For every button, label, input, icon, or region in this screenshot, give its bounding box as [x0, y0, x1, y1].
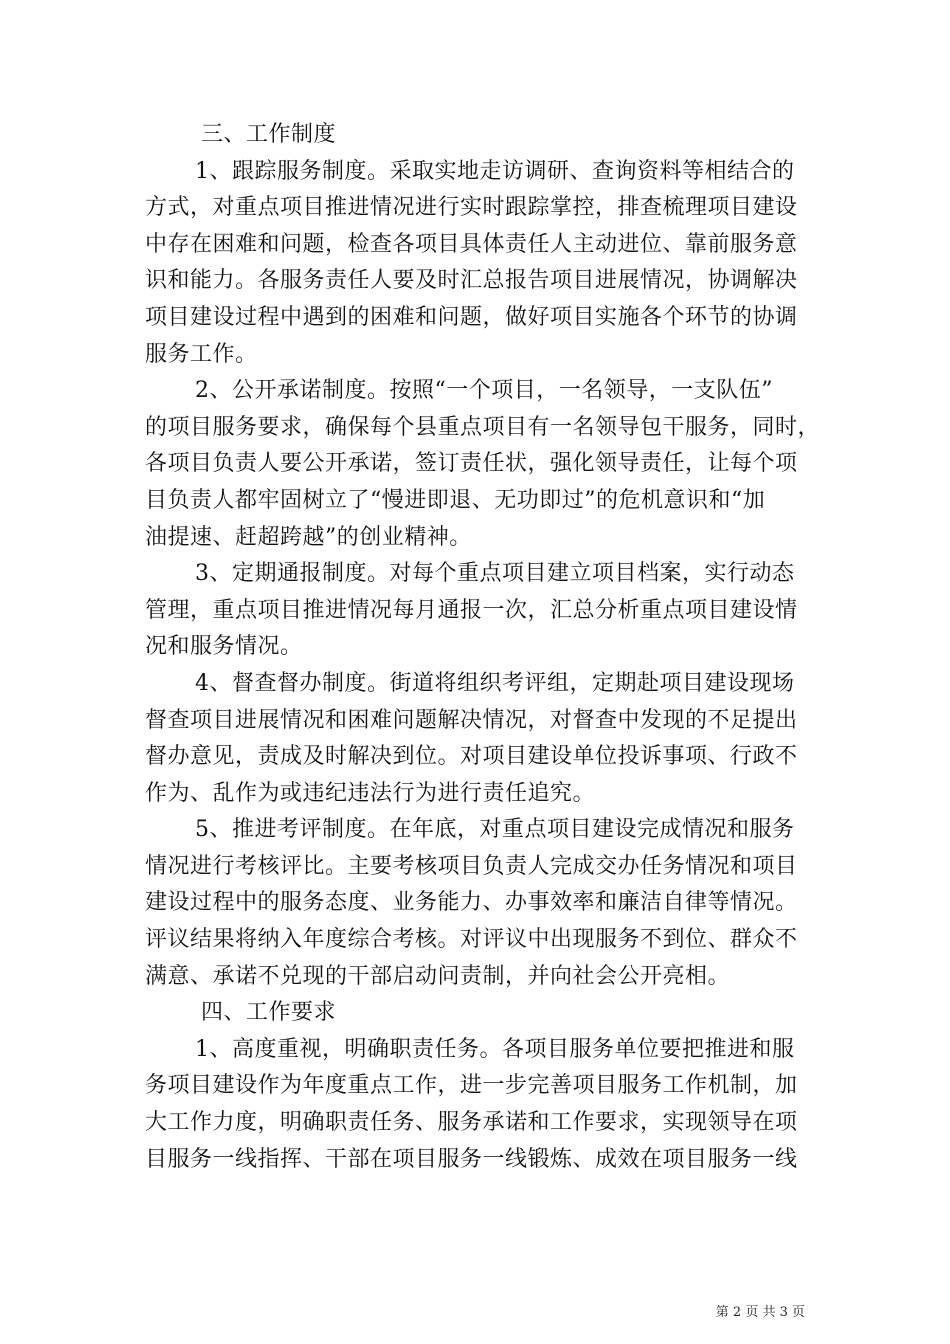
paragraph-line: 的项目服务要求，确保每个县重点项目有一名领导包干服务，同时， [145, 414, 821, 440]
paragraph-line: 中存在困难和问题，检查各项目具体责任人主动进位、靠前服务意 [145, 231, 798, 257]
paragraph-line: 3、定期通报制度。对每个重点项目建立项目档案，实行动态 [195, 561, 795, 587]
paragraph-line: 1、高度重视，明确职责任务。各项目服务单位要把推进和服 [195, 1036, 795, 1062]
paragraph-public-commitment [145, 373, 821, 556]
paragraph-evaluation [145, 812, 810, 995]
paragraph-tracking-service [145, 154, 810, 374]
paragraph-line: 目负责人都牢固树立了“慢进即退、无功即过”的危机意识和“加 [145, 487, 766, 513]
paragraph-line: 督办意见，责成及时解决到位。对项目建设单位投诉事项、行政不 [145, 744, 798, 770]
paragraph-line: 务项目建设作为年度重点工作，进一步完善项目服务工作机制，加 [145, 1073, 798, 1099]
paragraph-line: 油提速、赶超跨越”的创业精神。 [145, 524, 472, 550]
page-number: 第 2 页 共 3 页 [715, 1305, 805, 1320]
paragraph-line: 项目建设过程中遇到的困难和问题，做好项目实施各个环节的协调 [145, 304, 798, 330]
paragraph-line: 目服务一线指挥、干部在项目服务一线锻炼、成效在项目服务一线 [145, 1146, 798, 1172]
paragraph-line: 满意、承诺不兑现的干部启动问责制，并向社会公开亮相。 [145, 963, 731, 989]
paragraph-line: 督查项目进展情况和困难问题解决情况，对督查中发现的不足提出 [145, 707, 798, 733]
section-heading-work-system: 三、工作制度 [201, 122, 337, 147]
paragraph-line: 况和服务情况。 [145, 634, 303, 660]
paragraph-line: 评议结果将纳入年度综合考核。对评议中出现服务不到位、群众不 [145, 927, 798, 953]
section-heading-work-requirements: 四、工作要求 [201, 1000, 337, 1026]
paragraph-high-attention [145, 1032, 810, 1178]
paragraph-line: 大工作力度，明确职责任务、服务承诺和工作要求，实现领导在项 [145, 1110, 798, 1136]
paragraph-line: 服务工作。 [145, 341, 258, 367]
paragraph-line: 识和能力。各服务责任人要及时汇总报告项目进展情况，协调解决 [145, 268, 798, 294]
paragraph-line: 作为、乱作为或违纪违法行为进行责任追究。 [145, 780, 596, 806]
paragraph-regular-reporting [145, 556, 810, 666]
paragraph-line: 方式，对重点项目推进情况进行实时跟踪掌控，排查梳理项目建设 [145, 195, 798, 221]
paragraph-line: 建设过程中的服务态度、业务能力、办事效率和廉洁自律等情况。 [145, 890, 798, 916]
paragraph-line: 情况进行考核评比。主要考核项目负责人完成交办任务情况和项目 [145, 853, 798, 879]
paragraph-line: 2、公开承诺制度。按照“一个项目，一名领导，一支队伍” [195, 378, 773, 404]
paragraph-line: 1、跟踪服务制度。采取实地走访调研、查询资料等相结合的 [195, 158, 795, 184]
paragraph-line: 5、推进考评制度。在年底，对重点项目建设完成情况和服务 [195, 817, 795, 843]
paragraph-line: 各项目负责人要公开承诺，签订责任状，强化领导责任，让每个项 [145, 451, 798, 477]
document-body [145, 117, 821, 1178]
paragraph-supervision [145, 666, 810, 812]
paragraph-line: 4、督查督办制度。街道将组织考评组，定期赴项目建设现场 [195, 670, 795, 696]
paragraph-line: 管理，重点项目推进情况每月通报一次，汇总分析重点项目建设情 [145, 597, 798, 623]
